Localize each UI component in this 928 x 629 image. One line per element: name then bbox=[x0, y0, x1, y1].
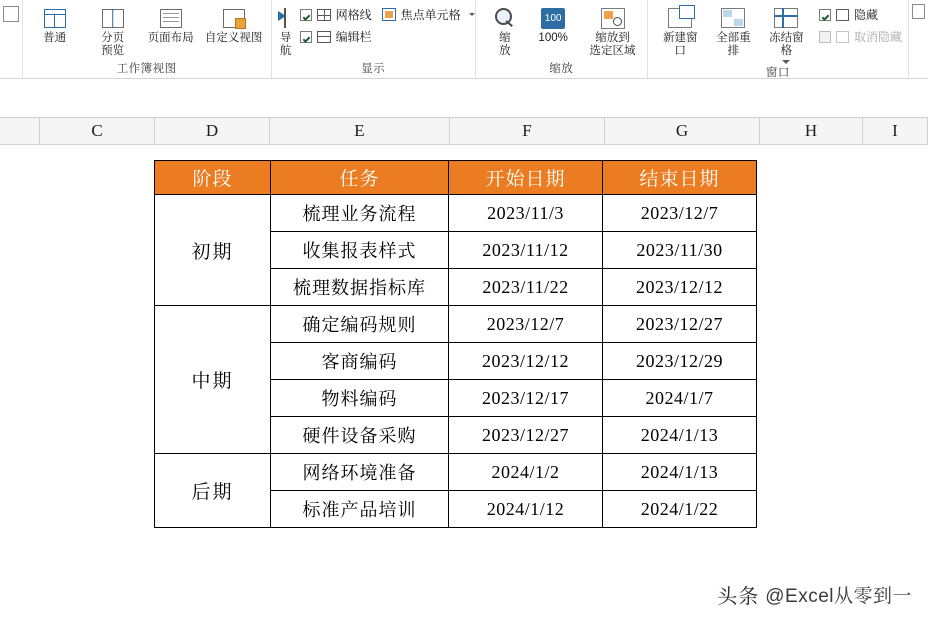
page-layout-label: 页面布局 bbox=[147, 32, 194, 44]
cell-start: 2023/11/12 bbox=[449, 232, 603, 269]
worksheet-grid[interactable] bbox=[0, 145, 928, 623]
checkbox-focus-cell[interactable] bbox=[382, 6, 475, 23]
page-layout-icon bbox=[160, 5, 182, 31]
cell-task: 物料编码 bbox=[271, 380, 449, 417]
custom-views-button[interactable] bbox=[203, 4, 265, 45]
checkbox-unhide-window bbox=[819, 28, 902, 45]
column-header-row bbox=[0, 117, 928, 145]
magnifier-icon bbox=[493, 5, 517, 31]
table-row[interactable] bbox=[155, 454, 757, 491]
cell-task: 确定编码规则 bbox=[271, 306, 449, 343]
column-header-F[interactable]: F bbox=[450, 118, 605, 144]
cell-end: 2024/1/7 bbox=[603, 380, 757, 417]
worksheet-icon bbox=[44, 5, 66, 31]
cell-start: 2023/12/17 bbox=[449, 380, 603, 417]
cell-task: 标准产品培训 bbox=[271, 491, 449, 528]
zoom-100-button[interactable] bbox=[536, 4, 570, 45]
cell-start: 2023/12/7 bbox=[449, 306, 603, 343]
checkbox-gridlines-label: 网格线 bbox=[335, 8, 372, 22]
project-schedule-table bbox=[154, 160, 757, 528]
new-window-button[interactable] bbox=[658, 4, 703, 58]
custom-view-icon bbox=[223, 5, 245, 31]
checkbox-gridlines[interactable] bbox=[300, 6, 372, 23]
cell-task: 梳理业务流程 bbox=[271, 195, 449, 232]
checkbox-formula-bar-label: 编辑栏 bbox=[335, 30, 372, 44]
table-header-row bbox=[155, 161, 757, 195]
ribbon-left-clipped-group bbox=[0, 0, 23, 78]
page-break-label-line1: 分页 bbox=[101, 32, 125, 44]
table-row[interactable] bbox=[155, 195, 757, 232]
cell-end: 2023/12/29 bbox=[603, 343, 757, 380]
cell-end: 2023/12/12 bbox=[603, 269, 757, 306]
clipped-icon[interactable] bbox=[912, 4, 925, 19]
cell-stage: 后期 bbox=[155, 454, 271, 528]
arrange-all-label: 全部重排 bbox=[716, 32, 751, 57]
navigation-icon bbox=[278, 5, 294, 31]
custom-views-label: 自定义视图 bbox=[204, 32, 263, 44]
new-window-label: 新建窗口 bbox=[663, 32, 698, 57]
checkbox-unhide-window-label: 取消隐藏 bbox=[853, 30, 902, 44]
arrange-all-icon bbox=[721, 5, 745, 31]
normal-view-label: 普通 bbox=[43, 32, 67, 44]
column-header-C[interactable]: C bbox=[40, 118, 155, 144]
column-header-stage: 阶段 bbox=[155, 161, 271, 195]
chevron-down-icon[interactable] bbox=[469, 13, 475, 16]
ribbon-view-tab bbox=[0, 0, 928, 79]
column-header-E[interactable]: E bbox=[270, 118, 450, 144]
navigation-label-line1: 导 bbox=[279, 32, 292, 44]
watermark bbox=[717, 580, 912, 609]
focus-cell-icon bbox=[382, 8, 396, 21]
column-header-task: 任务 bbox=[271, 161, 449, 195]
zoom-to-selection-label-line2: 选定区域 bbox=[589, 45, 636, 57]
cell-end: 2023/12/27 bbox=[603, 306, 757, 343]
cell-start: 2024/1/2 bbox=[449, 454, 603, 491]
cell-stage: 初期 bbox=[155, 195, 271, 306]
ribbon-group-workbook-views bbox=[23, 0, 272, 78]
cell-task: 网络环境准备 bbox=[271, 454, 449, 491]
show-checkboxes bbox=[300, 4, 372, 45]
checkbox-focus-cell-label: 焦点单元格 bbox=[400, 8, 461, 22]
page-break-icon bbox=[102, 5, 124, 31]
cell-task: 硬件设备采购 bbox=[271, 417, 449, 454]
navigation-label-line2: 航 bbox=[279, 45, 292, 57]
cell-end: 2023/12/7 bbox=[603, 195, 757, 232]
cell-start: 2024/1/12 bbox=[449, 491, 603, 528]
checkbox-hide-window[interactable] bbox=[819, 6, 902, 23]
freeze-panes-button[interactable] bbox=[764, 4, 809, 64]
ribbon-group-show bbox=[272, 0, 476, 78]
new-window-icon bbox=[668, 5, 692, 31]
group-label-window: 窗口 bbox=[765, 67, 790, 79]
cell-start: 2023/12/12 bbox=[449, 343, 603, 380]
navigation-button[interactable] bbox=[278, 4, 294, 58]
cell-start: 2023/11/3 bbox=[449, 195, 603, 232]
column-header-H[interactable]: H bbox=[760, 118, 863, 144]
checkbox-box bbox=[819, 31, 831, 43]
cell-task: 梳理数据指标库 bbox=[271, 269, 449, 306]
checkbox-box[interactable] bbox=[300, 9, 312, 21]
zoom-label-line2: 放 bbox=[499, 45, 511, 57]
column-header-I[interactable]: I bbox=[863, 118, 928, 144]
gridlines-icon bbox=[317, 9, 331, 21]
cell-start: 2023/12/27 bbox=[449, 417, 603, 454]
cell-end: 2024/1/13 bbox=[603, 417, 757, 454]
show-checkboxes-secondary bbox=[378, 4, 475, 23]
formula-bar-icon bbox=[317, 31, 331, 43]
column-header-D[interactable]: D bbox=[155, 118, 270, 144]
cell-end: 2023/11/30 bbox=[603, 232, 757, 269]
zoom-100-icon: 100 bbox=[541, 5, 565, 31]
freeze-panes-icon bbox=[774, 5, 798, 31]
formula-bar-area bbox=[0, 79, 928, 117]
cell-start: 2023/11/22 bbox=[449, 269, 603, 306]
cell-task: 收集报表样式 bbox=[271, 232, 449, 269]
ribbon-group-window bbox=[648, 0, 909, 78]
group-label-workbook-views: 工作簿视图 bbox=[116, 63, 177, 75]
unhide-window-icon bbox=[836, 31, 849, 43]
zoom-to-selection-button[interactable] bbox=[584, 4, 641, 58]
ribbon-group-zoom bbox=[476, 0, 648, 78]
column-header-end-date: 结束日期 bbox=[603, 161, 757, 195]
normal-view-button[interactable] bbox=[29, 4, 81, 45]
watermark-text: @Excel从零到一 bbox=[765, 586, 912, 607]
checkbox-formula-bar[interactable] bbox=[300, 28, 372, 45]
cell-task: 客商编码 bbox=[271, 343, 449, 380]
group-label-zoom: 缩放 bbox=[549, 63, 574, 75]
clipped-icon[interactable] bbox=[3, 6, 19, 22]
checkbox-box[interactable] bbox=[819, 9, 831, 21]
table-row[interactable] bbox=[155, 306, 757, 343]
watermark-logo: 头条 bbox=[717, 586, 760, 608]
arrange-all-button[interactable] bbox=[711, 4, 756, 58]
cell-end: 2024/1/22 bbox=[603, 491, 757, 528]
hide-window-icon bbox=[836, 9, 849, 21]
column-header-start-date: 开始日期 bbox=[449, 161, 603, 195]
window-checkboxes bbox=[817, 4, 902, 45]
page-break-preview-button[interactable] bbox=[87, 4, 139, 58]
zoom-button[interactable] bbox=[488, 4, 522, 58]
page-layout-button[interactable] bbox=[145, 4, 197, 45]
zoom-selection-icon bbox=[601, 5, 625, 31]
freeze-panes-label: 冻结窗格 bbox=[769, 32, 804, 57]
zoom-100-label: 100% bbox=[538, 32, 568, 44]
zoom-to-selection-label-line1: 缩放到 bbox=[595, 32, 630, 44]
cell-stage: 中期 bbox=[155, 306, 271, 454]
checkbox-hide-window-label: 隐藏 bbox=[853, 8, 878, 22]
page-break-label-line2: 预览 bbox=[101, 45, 125, 57]
group-label-show: 显示 bbox=[361, 63, 386, 75]
cell-end: 2024/1/13 bbox=[603, 454, 757, 491]
column-header-G[interactable]: G bbox=[605, 118, 760, 144]
zoom-label-line1: 缩 bbox=[499, 32, 511, 44]
checkbox-box[interactable] bbox=[300, 31, 312, 43]
row-header-corner[interactable] bbox=[0, 118, 40, 144]
ribbon-right-clipped-group bbox=[909, 0, 928, 78]
